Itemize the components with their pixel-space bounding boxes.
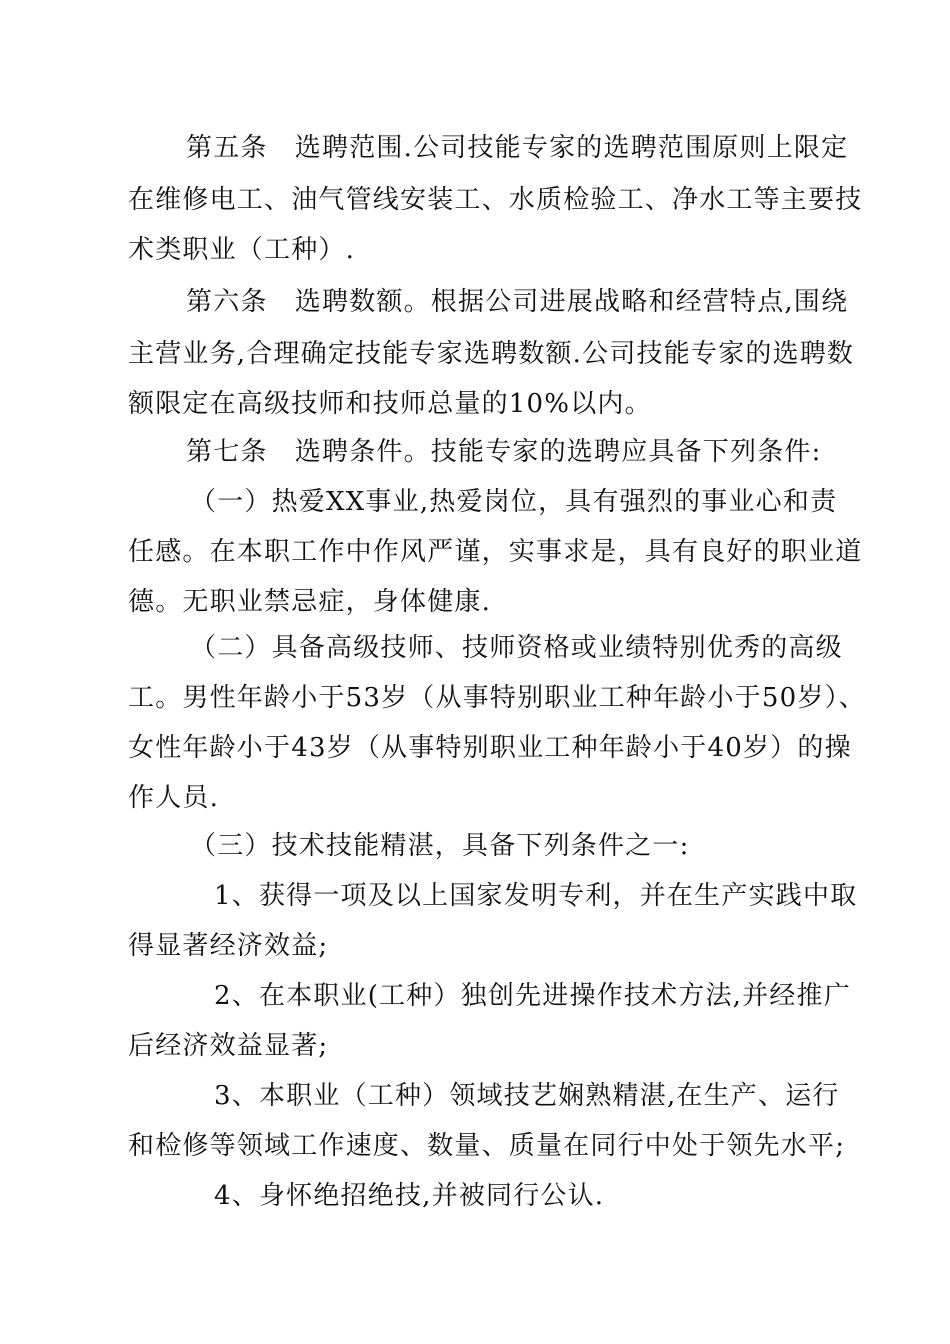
article-5-line-1: 第五条 选聘范围.公司技能专家的选聘范围原则上限定 [186,133,849,163]
subitem-2-line-2: 后经济效益显著; [128,1031,329,1061]
article-7-line-1: 第七条 选聘条件。技能专家的选聘应具备下列条件: [186,437,822,467]
subitem-1-line-1: 1、获得一项及以上国家发明专利，并在生产实践中取 [214,881,858,911]
subitem-2-line-1: 2、在本职业(工种）独创先进操作技术方法,并经推广 [214,981,851,1011]
item-2-line-2: 工。男性年龄小于53岁（从事特别职业工种年龄小于50岁）、 [128,683,866,713]
item-2-line-1: （二）具备高级技师、技师资格或业绩特别优秀的高级 [190,633,843,663]
item-1-line-3: 德。无职业禁忌症，身体健康. [128,587,492,617]
item-1-line-2: 任感。在本职工作中作风严谨，实事求是，具有良好的职业道 [128,537,863,567]
item-3-line-1: （三）技术技能精湛，具备下列条件之一: [190,831,690,861]
article-6-line-3: 额限定在高级技师和技师总量的10%以内。 [128,389,652,419]
item-2-line-3: 女性年龄小于43岁（从事特别职业工种年龄小于40岁）的操 [128,733,852,763]
item-1-line-1: （一）热爱XX事业,热爱岗位，具有强烈的事业心和责 [190,487,838,517]
article-6-line-2: 主营业务,合理确定技能专家选聘数额.公司技能专家的选聘数 [128,339,855,369]
subitem-1-line-2: 得显著经济效益; [128,931,329,961]
article-5-line-3: 术类职业（工种）. [128,235,356,265]
subitem-4-line-1: 4、身怀绝招绝技,并被同行公认. [214,1181,605,1211]
article-6-line-1: 第六条 选聘数额。根据公司进展战略和经营特点,围绕 [186,287,849,317]
item-2-line-4: 作人员. [128,783,220,813]
subitem-3-line-1: 3、本职业（工种）领域技艺娴熟精湛,在生产、运行 [214,1081,840,1111]
article-5-line-2: 在维修电工、油气管线安装工、水质检验工、净水工等主要技 [128,185,863,215]
subitem-3-line-2: 和检修等领域工作速度、数量、质量在同行中处于领先水平; [128,1131,846,1161]
